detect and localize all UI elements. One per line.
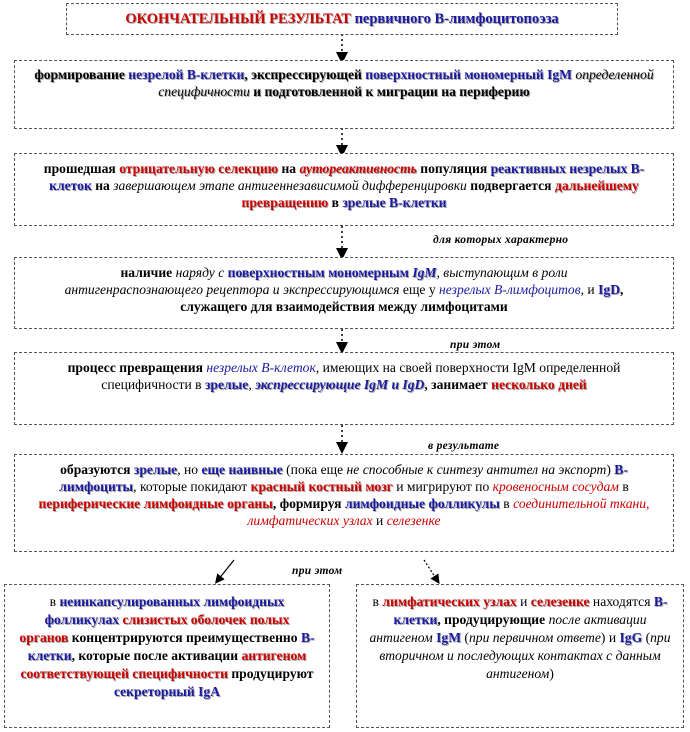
arrow-box5-box7 <box>424 560 437 580</box>
connector-as-a-result: в результате <box>428 440 500 452</box>
connector-in-this-case-1: при этом <box>450 339 501 351</box>
box-negative-selection: прошедшая отрицательную селекцию на аутореактивность популяция реактивных незрелых В-клеток на завершающем этапе антигеннезависимой дифференцировки подвергается дальнейшему превращению в зрелые В-клетки <box>14 153 674 226</box>
box-maturation-process: процесс превращения незрелых В-клеток, имеющих на своей поверхности IgM определенной специфичности в зрелые, экспрессирующие IgM и IgD, занимает несколько дней <box>14 352 674 425</box>
header-red-text: ОКОНЧАТЕЛЬНЫЙ РЕЗУЛЬТАТ <box>125 11 351 27</box>
box-igd-expression: наличие наряду с поверхностным мономерным IgM, выступающим в роли антигенраспознающего рецептора и экспрессирующимся еще у незрелых В-лимфоцитов, и IgD, служащего для взаимодействия между лимфоцитами <box>14 257 674 329</box>
box-naive-b-lymphocytes: образуются зрелые, но еще наивные (пока еще не способные к синтезу антител на экспорт) В-лимфоциты, которые покидают красный костный мозг и мигрируют по кровеносным сосудам в периферические лимфоидные органы, формируя лимфоидные фолликулы в соединительной ткани, лимфатических узлах и селезенке <box>14 454 674 552</box>
arrow-box5-box6 <box>218 560 234 580</box>
connector-for-which: для которых характерно <box>433 234 569 246</box>
box-lymph-nodes-spleen: в лимфатических узлах и селезенке находятся В-клетки, продуцирующие после активации антигеном IgM (при первичном ответе) и IgG (при вторичном и последующих контактах с данным антигеном) <box>356 584 684 728</box>
connector-in-this-case-2: при этом <box>292 565 343 577</box>
box-mucosal-follicles: в неинкапсулированных лимфоидных фолликулах слизистых оболочек полых органов концентрируются преимущественно В-клетки, которые после активации антигеном соответствующей специфичности продуцируют секреторный IgA <box>4 584 330 728</box>
box-immature-b-cell: формирование незрелой В-клетки, экспрессирующей поверхностный мономерный IgM определенной специфичности и подготовленной к миграции на периферию <box>14 60 674 129</box>
header-blue-text: первичного В-лимфоцитопоэза <box>354 11 559 27</box>
header-box <box>66 3 618 35</box>
